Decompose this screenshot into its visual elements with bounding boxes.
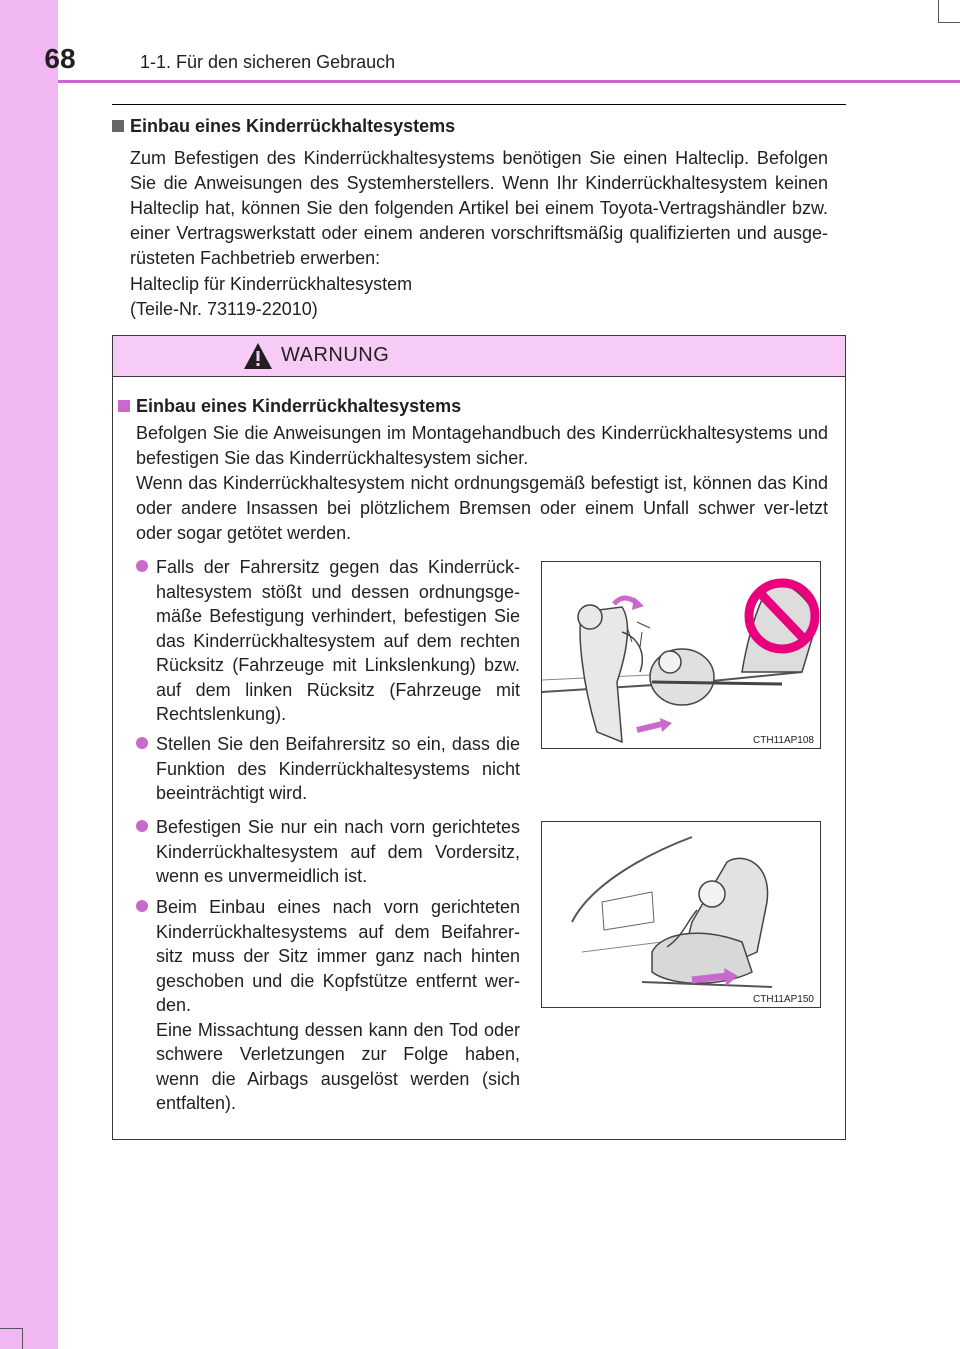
bullet-dot-icon xyxy=(136,737,148,749)
header-rule xyxy=(58,80,960,83)
warning-paragraph-1: Befolgen Sie die Anweisungen im Montagehandbuch des Kinderrückhaltesystems und befestigen Sie das Kinderrückhaltesystem sicher. xyxy=(136,423,828,468)
section-title: 1-1. Für den sicheren Gebrauch xyxy=(140,52,396,72)
content-rule xyxy=(112,104,846,105)
figure-driver-seat xyxy=(541,561,821,749)
intro-paragraph: Zum Befestigen des Kinderrückhaltesystems benötigen Sie einen Halteclip. Befolgen Sie die Anweisungen des Systemherstellers. Wenn Ihr Kinderrückhaltesystem keinen Halteclip hat, können Sie den folgenden Artikel bei einem Toyota-Vertragshändler bzw. einer Vertragswerkstatt oder einem anderen vorschriftsmäßig qualifizierten und ausge-rüsteten Fachbetrieb erwerben: xyxy=(130,148,828,268)
intro-body xyxy=(130,146,828,271)
part-line-1: Halteclip für Kinderrückhaltesystem xyxy=(130,274,413,294)
bullet-dot-icon xyxy=(136,900,148,912)
driver-seat-illustration xyxy=(542,562,821,749)
crop-mark xyxy=(938,22,960,23)
warning-bullet: Falls der Fahrersitz gegen das Kinderrück-haltesystem stößt und dessen ordnungsge-mäße Befestigung verhindert, befestigen Sie das Kinderrückhaltesystem auf dem rechten Rücksitz (Fahrzeuge mit Linkslenkung) bzw. auf dem linken Rücksitz (Fahrzeuge mit Rechtslenkung). xyxy=(136,555,520,727)
figure-code: CTH11AP108 xyxy=(753,735,814,746)
warning-bullet: Stellen Sie den Beifahrersitz so ein, dass die Funktion des Kinderrückhaltesystems nicht beeinträchtigt wird. xyxy=(136,732,520,806)
warning-header xyxy=(113,336,845,377)
crop-mark xyxy=(938,0,939,22)
intro-heading: Einbau eines Kinderrückhaltesystems xyxy=(112,116,455,137)
crop-mark xyxy=(0,1328,22,1329)
part-number-block xyxy=(130,272,828,322)
warning-bullet: Beim Einbau eines nach vorn gerichteten Kinderrückhaltesystems auf dem Beifahrer-sitz muss der Sitz immer ganz nach hinten geschoben und die Kopfstütze entfernt wer-den. Eine Missachtung dessen kann den Tod oder schwere Verletzungen zur Folge haben, wenn die Airbags ausgelöst werden (sich entfalten). xyxy=(136,895,520,1116)
bullet-dot-icon xyxy=(136,560,148,572)
bullet-dot-icon xyxy=(136,820,148,832)
part-line-2: (Teile-Nr. 73119-22010) xyxy=(130,299,318,319)
figure-front-seat xyxy=(541,821,821,1008)
page-sidebar-tab xyxy=(0,0,58,1349)
warning-heading: Einbau eines Kinderrückhaltesystems xyxy=(118,396,461,417)
warning-paragraph-2: Wenn das Kinderrückhaltesystem nicht ordnungsgemäß befestigt ist, können das Kind oder andere Insassen bei plötzlichem Bremsen oder einem Unfall schwer ver-letzt oder sogar getötet werden. xyxy=(136,473,828,543)
warning-triangle-icon xyxy=(243,342,273,370)
figure-code: CTH11AP150 xyxy=(753,994,814,1005)
warning-bullet-continuation: Eine Missachtung dessen kann den Tod oder schwere Verletzungen zur Folge haben, wenn die Airbags ausgelöst werden (sich entfalten). xyxy=(156,1019,520,1113)
front-seat-illustration xyxy=(542,822,821,1008)
warning-title: WARNUNG xyxy=(281,344,390,366)
square-bullet-icon xyxy=(118,400,130,412)
warning-bullet: Befestigen Sie nur ein nach vorn gerichtetes Kinderrückhaltesystem auf dem Vordersitz, wenn es unvermeidlich ist. xyxy=(136,815,520,889)
page-number: 68 xyxy=(44,43,76,74)
warning-intro xyxy=(136,421,828,546)
crop-mark xyxy=(22,1328,23,1349)
square-bullet-icon xyxy=(112,120,124,132)
